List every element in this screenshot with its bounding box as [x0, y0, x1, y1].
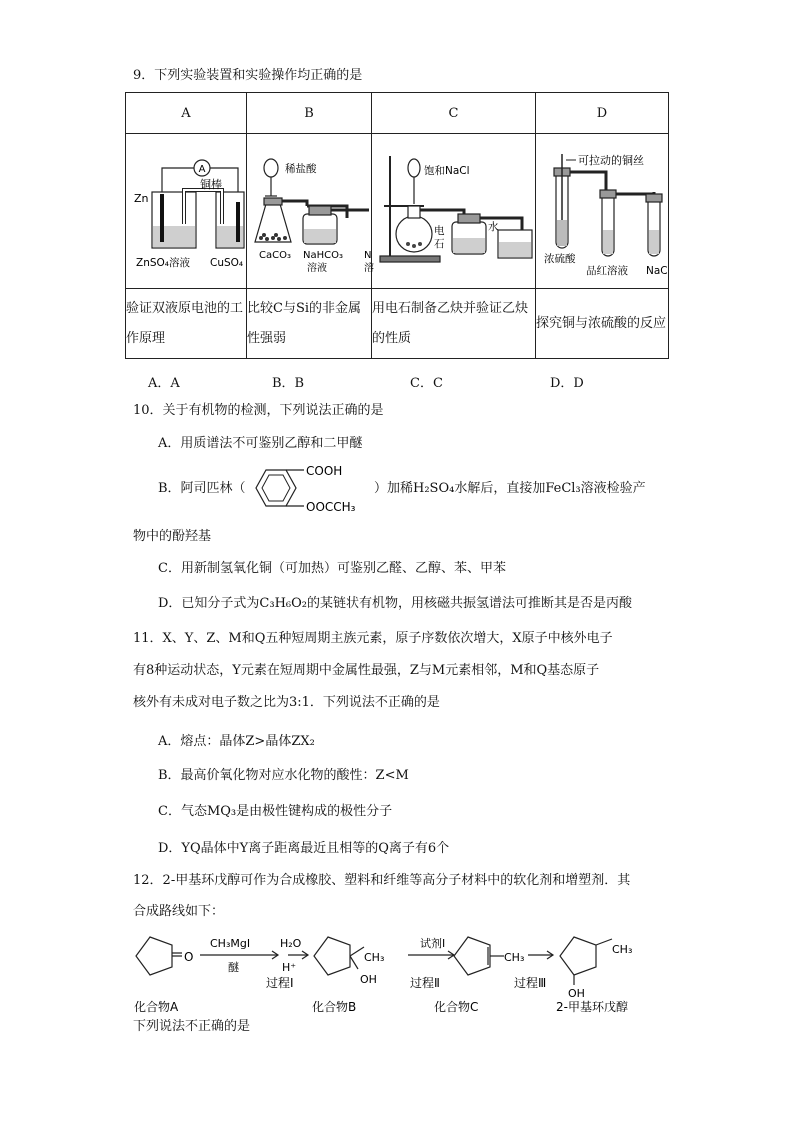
- aspirin-structure: [248, 462, 373, 518]
- figure-c-cell: [372, 134, 536, 289]
- methyl-d: CH₃: [612, 943, 633, 956]
- hydroxyl-b: OH: [360, 973, 377, 986]
- carbide-label-1: 电: [434, 225, 445, 237]
- q11-option-b[interactable]: B．最高价氧化物对应水化物的酸性：Z<M: [158, 768, 409, 783]
- znso4-label: ZnSO₄溶液: [136, 257, 190, 269]
- nahco3-label: NaHCO₃: [303, 250, 343, 261]
- q12-stem-line1: 12．2-甲基环戊醇可作为合成橡胶、塑料和纤维等高分子材料中的软化剂和增塑剂．其: [133, 873, 631, 888]
- header-b: B: [247, 93, 372, 134]
- copper-wire-label: 可拉动的铜丝: [578, 154, 644, 167]
- q9-option-a[interactable]: A．A: [148, 376, 180, 391]
- copper-h2so4-figure: [536, 134, 669, 284]
- caption-b: 比较C与Si的非金属性强弱: [247, 289, 372, 359]
- q11-option-a[interactable]: A．熔点：晶体Z>晶体ZX₂: [158, 734, 315, 749]
- q11-stem-line1: 11．X、Y、Z、M和Q五种短周期主族元素，原子序数依次增大，X原子中核外电子: [133, 631, 613, 646]
- synthesis-scheme: [128, 925, 668, 1015]
- dilute-hcl-label: 稀盐酸: [285, 163, 317, 175]
- cut-label-2: 溶: [364, 263, 374, 274]
- magenta-solution-label: 品红溶液: [586, 265, 628, 277]
- c-si-comparison-figure: [247, 134, 372, 284]
- ketone-oxygen: O: [184, 950, 194, 964]
- ammeter-label: A: [198, 164, 206, 175]
- q9-option-b[interactable]: B．B: [272, 376, 305, 391]
- compound-c-label: 化合物C: [434, 1000, 479, 1014]
- q12-tail: 下列说法不正确的是: [133, 1019, 251, 1034]
- q10-option-b-end: ）加稀H₂SO₄水解后，直接加FeCl₃溶液检验产: [374, 481, 646, 496]
- q11-option-c[interactable]: C．气态MQ₃是由极性键构成的极性分子: [158, 804, 393, 819]
- zn-label: Zn: [134, 192, 149, 205]
- q9-option-d[interactable]: D．D: [550, 376, 584, 391]
- cuso4-label: CuSO₄: [210, 257, 244, 269]
- figure-b-cell: [247, 134, 372, 289]
- copper-rod-label: 铜棒: [200, 178, 222, 191]
- cooh-group: COOH: [306, 464, 343, 478]
- q11-stem-line3: 核外有未成对电子数之比为3:1．下列说法不正确的是: [133, 695, 440, 710]
- step-2-label: 过程Ⅱ: [410, 976, 440, 990]
- q10-option-c[interactable]: C．用新制氢氧化铜（可加热）可鉴别乙醛、乙醇、苯、甲苯: [158, 561, 506, 576]
- hydroxyl-d: OH: [568, 987, 585, 1000]
- compound-a-label: 化合物A: [134, 1000, 179, 1014]
- q9-stem: 9．下列实验装置和实验操作均正确的是: [133, 68, 363, 83]
- water-label: 水: [488, 221, 499, 233]
- solution-label: 溶液: [307, 263, 327, 274]
- header-c: C: [372, 93, 536, 134]
- caption-c: 用电石制备乙炔并验证乙炔的性质: [372, 289, 536, 359]
- naoh-label: NaC: [646, 265, 668, 277]
- cut-label-1: N: [364, 250, 372, 261]
- q10-option-a[interactable]: A．用质谱法不可鉴别乙醇和二甲醚: [158, 436, 363, 451]
- ester-group: OOCCH₃: [306, 500, 356, 514]
- methyl-b: CH₃: [364, 951, 385, 964]
- galvanic-cell-figure: [126, 134, 247, 284]
- carbide-label-2: 石: [434, 238, 445, 250]
- caption-a: 验证双液原电池的工作原理: [126, 289, 247, 359]
- compound-b-label: 化合物B: [312, 1000, 357, 1014]
- q11-stem-line2: 有8种运动状态，Y元素在短周期中金属性最强，Z与M元素相邻，M和Q基态原子: [133, 663, 600, 678]
- nacl-label: 饱和NaCl: [424, 165, 470, 177]
- q10-option-d[interactable]: D．已知分子式为C₃H₆O₂的某链状有机物，用核磁共振氢谱法可推断其是否是丙酸: [158, 596, 632, 611]
- step-1-label: 过程Ⅰ: [266, 976, 294, 990]
- q12-stem-line2: 合成路线如下：: [133, 904, 225, 919]
- methyl-c: CH₃: [504, 951, 525, 964]
- header-d: D: [536, 93, 669, 134]
- q10-option-b-start[interactable]: B．阿司匹林（: [158, 481, 246, 496]
- step-3-label: 过程Ⅲ: [514, 976, 547, 990]
- q9-table: [125, 92, 669, 359]
- reagent-ether: 醚: [228, 961, 239, 974]
- reagent-grignard: CH₃MgI: [210, 937, 251, 950]
- reagent-i: 试剂Ⅰ: [420, 937, 446, 950]
- q9-option-c[interactable]: C．C: [410, 376, 443, 391]
- figure-d-cell: [536, 134, 669, 289]
- caption-d: 探究铜与浓硫酸的反应: [536, 289, 669, 359]
- header-a: A: [126, 93, 247, 134]
- q11-option-d[interactable]: D．YQ晶体中Y离子距离最近且相等的Q离子有6个: [158, 841, 450, 856]
- reagent-water: H₂O: [280, 937, 302, 950]
- conc-h2so4-label: 浓硫酸: [544, 253, 576, 265]
- caco3-label: CaCO₃: [259, 250, 291, 261]
- figure-a-cell: [126, 134, 247, 289]
- compound-d-label: 2-甲基环戊醇: [556, 1000, 628, 1014]
- reagent-acid: H⁺: [282, 961, 297, 974]
- q10-stem: 10．关于有机物的检测，下列说法正确的是: [133, 403, 384, 418]
- q10-option-b-cont: 物中的酚羟基: [133, 529, 212, 544]
- acetylene-figure: [372, 134, 536, 284]
